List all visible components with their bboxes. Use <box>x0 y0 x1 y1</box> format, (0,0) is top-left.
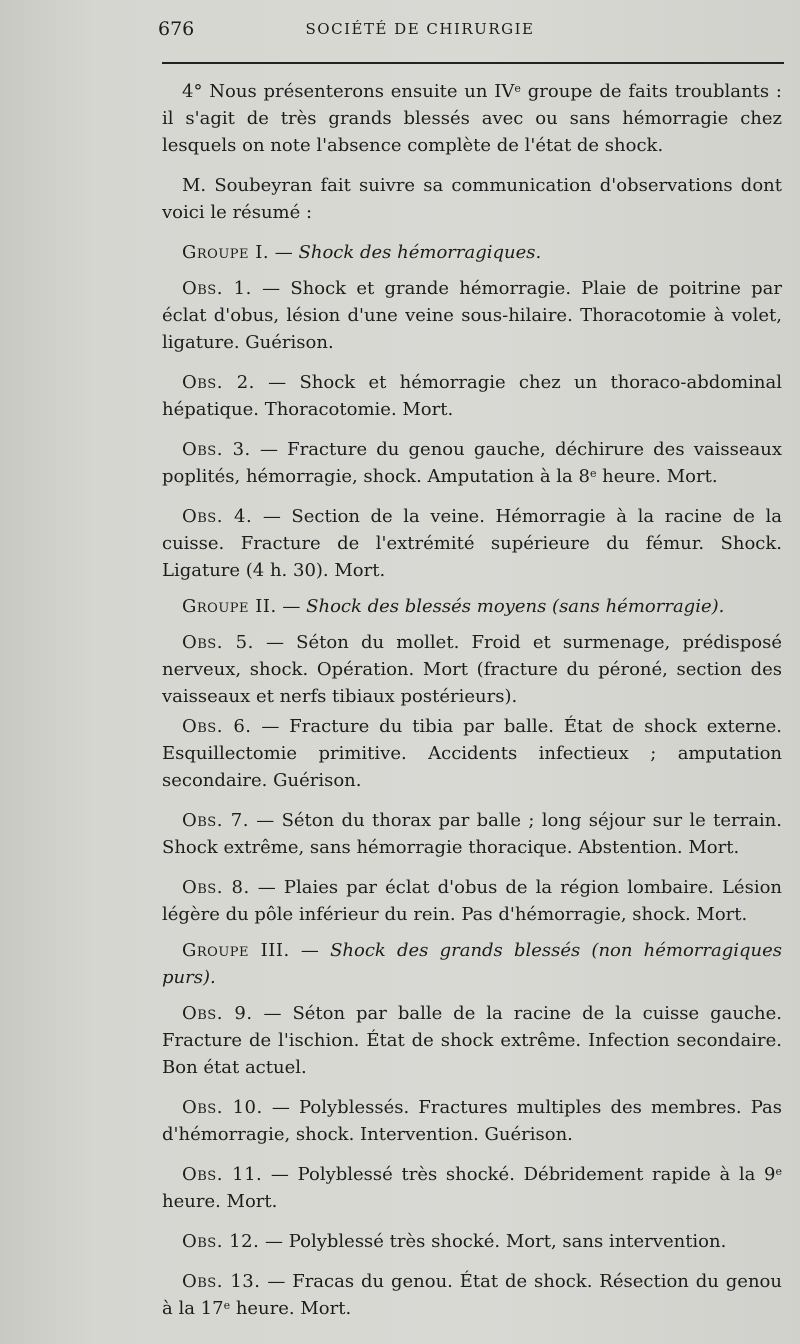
observation-4 <box>162 503 782 584</box>
obs-label: Obs. 5. <box>182 632 254 653</box>
observation-11 <box>162 1161 782 1215</box>
obs-label: Obs. 9. <box>182 1003 253 1024</box>
obs-text: — Fracas du genou. État de shock. Résection du genou à la 17 <box>162 1271 782 1319</box>
group-label: Groupe II. <box>182 596 277 617</box>
dash: — <box>289 940 331 961</box>
obs-label: Obs. 2. <box>182 372 255 393</box>
obs-label: Obs. 3. <box>182 439 251 460</box>
obs-text: — Shock et grande hémorragie. Plaie de poitrine par éclat d'obus, lésion d'une veine sous-hilaire. Thoracotomie à volet, ligature. Guérison. <box>162 278 782 353</box>
body-text <box>162 78 782 1322</box>
group-title: Shock des blessés moyens (sans hémorragie). <box>306 596 725 617</box>
observation-12 <box>162 1228 782 1255</box>
observation-7 <box>162 807 782 861</box>
obs-text: — Fracture du genou gauche, déchirure des vaisseaux poplités, hémorragie, shock. Amputation à la 8 <box>162 439 782 487</box>
obs-label: Obs. 13. <box>182 1271 261 1292</box>
observation-1 <box>162 275 782 356</box>
group-title: Shock des hémorragiques. <box>298 242 542 263</box>
group-heading-3 <box>162 937 782 991</box>
obs-text: — Plaies par éclat d'obus de la région lombaire. Lésion légère du pôle inférieur du rein. Pas d'hémorragie, shock. Mort. <box>162 877 783 925</box>
group-label: Groupe I. <box>182 242 270 263</box>
obs-label: Obs. 7. <box>182 810 249 831</box>
observation-3 <box>162 436 782 490</box>
intro-p1-text-cont: groupe de faits troublants : il s'agit de très grands blessés avec ou sans hémorragie chez lesquels on note l'absence complète de l'état de shock. <box>162 81 782 156</box>
intro-paragraph-1 <box>162 78 782 159</box>
intro-paragraph-2: M. Soubeyran fait suivre sa communication d'observations dont voici le résumé : <box>162 175 782 223</box>
obs-text-cont: heure. Mort. <box>230 1298 352 1319</box>
obs-label: Obs. 11. <box>182 1164 263 1185</box>
observation-10 <box>162 1094 782 1148</box>
superscript: e <box>775 1165 782 1178</box>
obs-text: — Fracture du tibia par balle. État de shock externe. Esquillectomie primitive. Accidents infectieux ; amputation secondaire. Guérison. <box>162 716 782 791</box>
obs-text: — Shock et hémorragie chez un thoraco-abdominal hépatique. Thoracotomie. Mort. <box>162 372 782 420</box>
obs-label: Obs. 4. <box>182 506 253 527</box>
running-head: SOCIÉTÉ DE CHIRURGIE <box>305 20 535 38</box>
group-heading-2 <box>162 593 782 620</box>
dash: — <box>269 242 299 263</box>
obs-text: — Section de la veine. Hémorragie à la racine de la cuisse. Fracture de l'extrémité supérieure du fémur. Shock. Ligature (4 h. 30). Mort. <box>162 506 782 581</box>
obs-text: — Séton du mollet. Froid et surmenage, prédisposé nerveux, shock. Opération. Mort (fracture du péroné, section des vaisseaux et nerfs tibiaux postérieurs). <box>162 632 782 707</box>
obs-text: — Polyblessés. Fractures multiples des membres. Pas d'hémorragie, shock. Intervention. Guérison. <box>162 1097 782 1145</box>
obs-label: Obs. 6. <box>182 716 252 737</box>
obs-text: — Séton par balle de la racine de la cuisse gauche. Fracture de l'ischion. État de shock extrême. Infection secondaire. Bon état actuel. <box>162 1003 783 1078</box>
group-heading-1 <box>162 239 782 266</box>
group-label: Groupe III. <box>182 940 290 961</box>
dash: — <box>276 596 307 617</box>
obs-text: — Polyblessé très shocké. Mort, sans intervention. <box>259 1231 727 1252</box>
observation-8 <box>162 874 782 928</box>
obs-label: Obs. 1. <box>182 278 252 299</box>
obs-text: — Polyblessé très shocké. Débridement rapide à la 9 <box>262 1164 776 1185</box>
header-rule <box>162 62 784 64</box>
observation-9 <box>162 1000 782 1081</box>
obs-text-cont: heure. Mort. <box>162 1191 278 1212</box>
observation-2 <box>162 369 782 423</box>
superscript: e <box>514 82 521 95</box>
obs-text-cont: heure. Mort. <box>596 466 718 487</box>
superscript: e <box>589 467 597 480</box>
observation-5 <box>162 629 782 710</box>
obs-text: — Séton du thorax par balle ; long séjour sur le terrain. Shock extrême, sans hémorragie thoracique. Abstention. Mort. <box>162 810 782 858</box>
group-title: Shock des grands blessés (non hémorragiques purs). <box>162 940 783 988</box>
superscript: e <box>223 1299 231 1312</box>
intro-p1-text: 4° Nous présenterons ensuite un IV <box>182 81 515 102</box>
page-number: 676 <box>158 18 195 40</box>
obs-label: Obs. 10. <box>182 1097 263 1118</box>
observation-13 <box>162 1268 782 1322</box>
obs-label: Obs. 8. <box>182 877 250 898</box>
page-header <box>0 16 800 46</box>
obs-label: Obs. 12. <box>182 1231 260 1252</box>
observation-6 <box>162 713 782 794</box>
